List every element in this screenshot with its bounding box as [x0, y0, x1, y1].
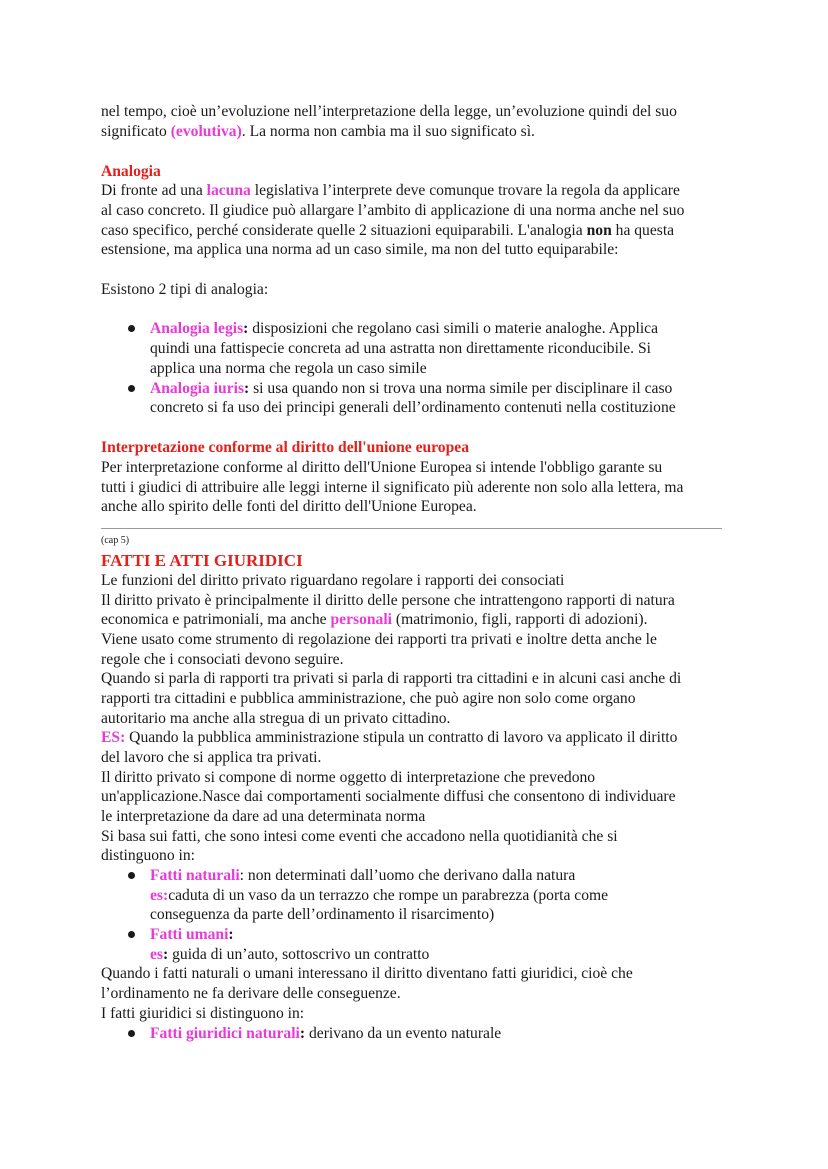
bold-term: non [586, 222, 612, 239]
text-line [150, 886, 608, 906]
text-line: Viene usato come strumento di regolazione dei rapporti tra privati e inoltre detta anche le [101, 631, 657, 648]
text-line: Quando si parla di rapporti tra privati si parla di rapporti tra cittadini e in alcuni casi anche di [101, 670, 682, 687]
highlight-term: personali [330, 611, 392, 628]
text-fragment: significato [101, 123, 171, 140]
text-line: Il diritto privato è principalmente il diritto delle persone che intrattengono rapporti di natura [101, 592, 675, 609]
text-line: nel tempo, cioè un’evoluzione nell’interpretazione della legge, un’evoluzione quindi del suo [101, 103, 677, 120]
text-line [101, 221, 674, 241]
bold-term: : [244, 380, 250, 397]
highlight-term: Analogia legis [150, 320, 244, 337]
text-fragment: : non determinati dall’uomo che derivano dalla natura [239, 867, 576, 884]
bold-term: : [243, 320, 249, 337]
section-title-fatti: FATTI E ATTI GIURIDICI [101, 551, 303, 570]
text-line: tutti i giudici di attribuire alle leggi interne il significato più aderente non solo alla lettera, ma [101, 479, 684, 496]
text-line [101, 610, 648, 630]
text-line: distinguono in: [101, 847, 196, 864]
list-item [150, 925, 234, 945]
bold-term: : [299, 1025, 306, 1042]
highlight-term: lacuna [206, 182, 251, 199]
text-line: Quando i fatti naturali o umani interessano il diritto diventano fatti giuridici, cioè che [101, 965, 633, 982]
text-line [101, 728, 677, 748]
highlight-term: (evolutiva) [170, 123, 242, 140]
highlight-term: es: [150, 887, 169, 904]
text-line [150, 945, 429, 965]
horizontal-divider [101, 528, 722, 529]
highlight-term: es [150, 946, 163, 963]
text-fragment: (matrimonio, figli, rapporti di adozioni). [392, 611, 648, 628]
list-item [150, 1024, 501, 1044]
text-fragment: ha questa [611, 222, 675, 239]
text-line: le interpretazione da dare ad una determinata norma [101, 808, 426, 825]
text-fragment: derivano da un evento naturale [305, 1025, 502, 1042]
text-fragment: Di fronte ad una [101, 182, 207, 199]
highlight-term: Analogia iuris [150, 380, 245, 397]
highlight-term: Fatti umani [150, 926, 229, 943]
text-line: al caso concreto. Il giudice può allargare l’ambito di applicazione di una norma anche nel suo [101, 202, 685, 219]
text-line [101, 122, 535, 142]
text-line: Si basa sui fatti, che sono intesi come eventi che accadono nella quotidianità che si [101, 828, 618, 845]
bullet-icon [128, 872, 135, 879]
section-heading-conforme: Interpretazione conforme al diritto dell'unione europea [101, 439, 469, 456]
text-line: conseguenza da parte dell’ordinamento il risarcimento) [150, 906, 495, 923]
list-item [150, 319, 658, 339]
bullet-icon [128, 1030, 135, 1037]
text-line: un'applicazione.Nasce dai comportamenti socialmente diffusi che consentono di individuare [101, 788, 676, 805]
text-line: quindi una fattispecie concreta ad una astratta non direttamente riconducibile. Si [150, 340, 651, 357]
text-line [101, 181, 680, 201]
text-line: Il diritto privato si compone di norme oggetto di interpretazione che prevedono [101, 769, 596, 786]
bullet-icon [128, 385, 135, 392]
text-line: l’ordinamento ne fa derivare delle conseguenze. [101, 985, 401, 1002]
text-line: rapporti tra cittadini e pubblica amministrazione, che può agire non solo come organo [101, 690, 636, 707]
text-line: estensione, ma applica una norma ad un caso simile, ma non del tutto equiparabile: [101, 241, 619, 258]
text-line: applica una norma che regola un caso simile [150, 360, 427, 377]
bullet-icon [128, 325, 135, 332]
bold-term: : [163, 946, 169, 963]
text-line: I fatti giuridici si distinguono in: [101, 1005, 305, 1022]
text-fragment: caso specifico, perché considerate quelle 2 situazioni equiparabili. L'analogia [101, 222, 587, 239]
text-line: Per interpretazione conforme al diritto dell'Unione Europea si intende l'obbligo garante su [101, 459, 663, 476]
highlight-term: Fatti giuridici naturali [150, 1025, 300, 1042]
chapter-label: (cap 5) [101, 535, 130, 546]
text-fragment: guida di un’auto, sottoscrivo un contratto [168, 946, 430, 963]
text-line: regole che i consociati devono seguire. [101, 651, 344, 668]
text-line: concreto si fa uso dei principi generali dell’ordinamento contenuti nella costituzione [150, 399, 676, 416]
text-fragment: . La norma non cambia ma il suo significato sì. [241, 123, 535, 140]
text-fragment: caduta di un vaso da un terrazzo che rompe un parabrezza (porta come [168, 887, 609, 904]
text-line: Esistono 2 tipi di analogia: [101, 281, 269, 298]
text-fragment: Quando la pubblica amministrazione stipula un contratto di lavoro va applicato il diritto [125, 729, 678, 746]
highlight-term: Fatti naturali [150, 867, 240, 884]
text-fragment: si usa quando non si trova una norma simile per disciplinare il caso [249, 380, 673, 397]
text-line: Le funzioni del diritto privato riguardano regolare i rapporti dei consociati [101, 572, 565, 589]
text-line: del lavoro che si applica tra privati. [101, 749, 322, 766]
text-fragment: economica e patrimoniali, ma anche [101, 611, 331, 628]
bullet-icon [128, 931, 135, 938]
highlight-term: ES: [101, 729, 126, 746]
bold-term: : [228, 926, 234, 943]
text-fragment: disposizioni che regolano casi simili o materie analoghe. Applica [248, 320, 658, 337]
list-item [150, 379, 672, 399]
list-item [150, 866, 575, 886]
section-heading-analogia: Analogia [101, 163, 161, 180]
text-line: anche allo spirito delle fonti del diritto dell'Unione Europea. [101, 498, 477, 515]
text-fragment: legislativa l’interprete deve comunque trovare la regola da applicare [250, 182, 680, 199]
text-line: autoritario ma anche alla stregua di un privato cittadino. [101, 710, 451, 727]
